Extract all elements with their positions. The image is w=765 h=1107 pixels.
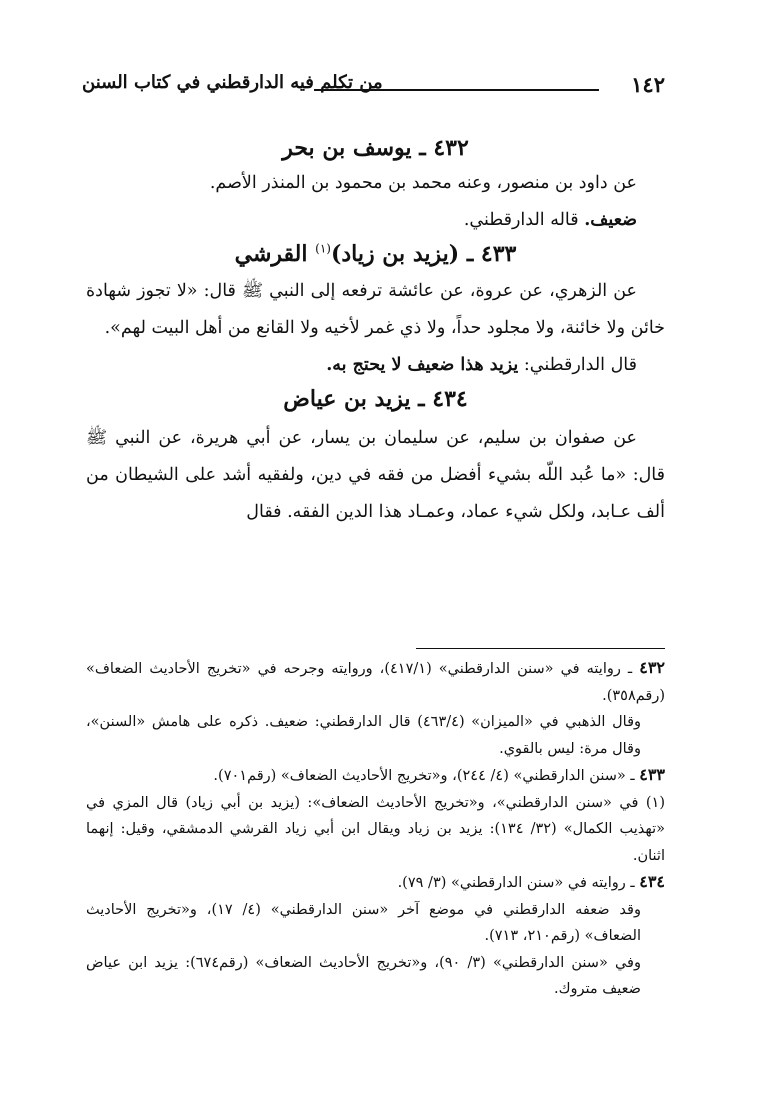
footnote-text: ـ روايته في «سنن الدارقطني» (٤١٧/١)، وروايته وجرحه في «تخريج الأحاديث الضعاف» (رقم٣٥٨).: [86, 661, 665, 704]
verdict-bold: يزيد هذا ضعيف لا يحتج به.: [326, 355, 519, 375]
main-text: [86, 135, 665, 531]
footnote-432-note: وقال الذهبي في «الميزان» (٤٦٣/٤) قال الدارقطني: ضعيف. ذكره على هامش «السنن»، وقال مرة: ليس بالقوي.: [86, 714, 641, 757]
footnote-434: [86, 869, 665, 897]
verdict-bold: ضعيف.: [584, 210, 637, 230]
footnote-label: ٤٣٣: [639, 765, 665, 784]
entry-432-verdict: [86, 202, 665, 239]
entry-434-paragraph: عن صفوان بن سليم، عن سليمان بن يسار، عن أبي هريرة، عن النبي ﷺ قال: «ما عُبد اللّه بشيء أفضل من فقه في دين، ولفقيه أشد على الشيطان من ألف عـابد، ولكل شيء عماد، وعمـاد هذا الدين الفقه. فقال: [86, 428, 665, 522]
footnote-marker: (١): [315, 241, 331, 256]
footnote-separator: [416, 648, 665, 649]
footnote-text: ـ روايته في «سنن الدارقطني» (٣/ ٧٩).: [397, 875, 640, 891]
entry-heading-432: ٤٣٢ ـ يوسف بن بحر: [282, 135, 469, 161]
page-number: ١٤٢: [631, 72, 665, 97]
footnote-432: [86, 655, 665, 709]
running-title: من تكلم فيه الدارقطني في كتاب السنن: [82, 72, 383, 93]
heading-433-tail: القرشي: [234, 241, 316, 267]
footnote-label: ٤٣٤: [639, 872, 665, 891]
verdict-text: قال الدارقطني:: [518, 355, 637, 375]
footnote-433: [86, 762, 665, 790]
footnote-434-note-b: وفي «سنن الدارقطني» (٣/ ٩٠)، و«تخريج الأحاديث الضعاف» (رقم٦٧٤): يزيد ابن عياض ضعيف متروك.: [86, 954, 641, 997]
running-header: [82, 66, 665, 106]
footnote-434-note-a: وقد ضعفه الدارقطني في موضع آخر «سنن الدارقطني» (٤/ ١٧)، و«تخريج الأحاديث الضعاف» (رقم٢١٠، ٧١٣).: [86, 901, 641, 944]
footnotes: [86, 655, 665, 1003]
footnote-label: ٤٣٢: [639, 658, 665, 677]
entry-433-paragraph: عن الزهري، عن عروة، عن عائشة ترفعه إلى النبي ﷺ قال: «لا تجوز شهادة خائن ولا خائنة، ولا مجلود حداً، ولا ذي غمر لأخيه ولا القانع من أهل البيت لهم».: [86, 281, 665, 338]
entry-432-paragraph: عن داود بن منصور، وعنه محمد بن محمود بن المنذر الأصم.: [209, 173, 637, 193]
heading-433-main: ٤٣٣ ـ (يزيد بن زياد): [330, 241, 517, 267]
verdict-text: قاله الدارقطني.: [463, 210, 585, 230]
footnote-433-note: (١) في «سنن الدارقطني»، و«تخريج الأحاديث الضعاف»: (يزيد بن أبي زياد) قال المزي في «تهذيب الكمال» (٣٢/ ١٣٤): يزيد بن زياد ويقال ابن أبي زياد القرشي الدمشقي، وقيل: إنهما اثنان.: [86, 794, 665, 864]
entry-heading-434: ٤٣٤ ـ يزيد بن عياض: [283, 386, 468, 412]
entry-433-verdict: [86, 347, 665, 384]
footnote-text: ـ «سنن الدارقطني» (٤/ ٢٤٤)، و«تخريج الأحاديث الضعاف» (رقم٧٠١).: [213, 768, 640, 784]
entry-heading-433: [86, 241, 665, 267]
